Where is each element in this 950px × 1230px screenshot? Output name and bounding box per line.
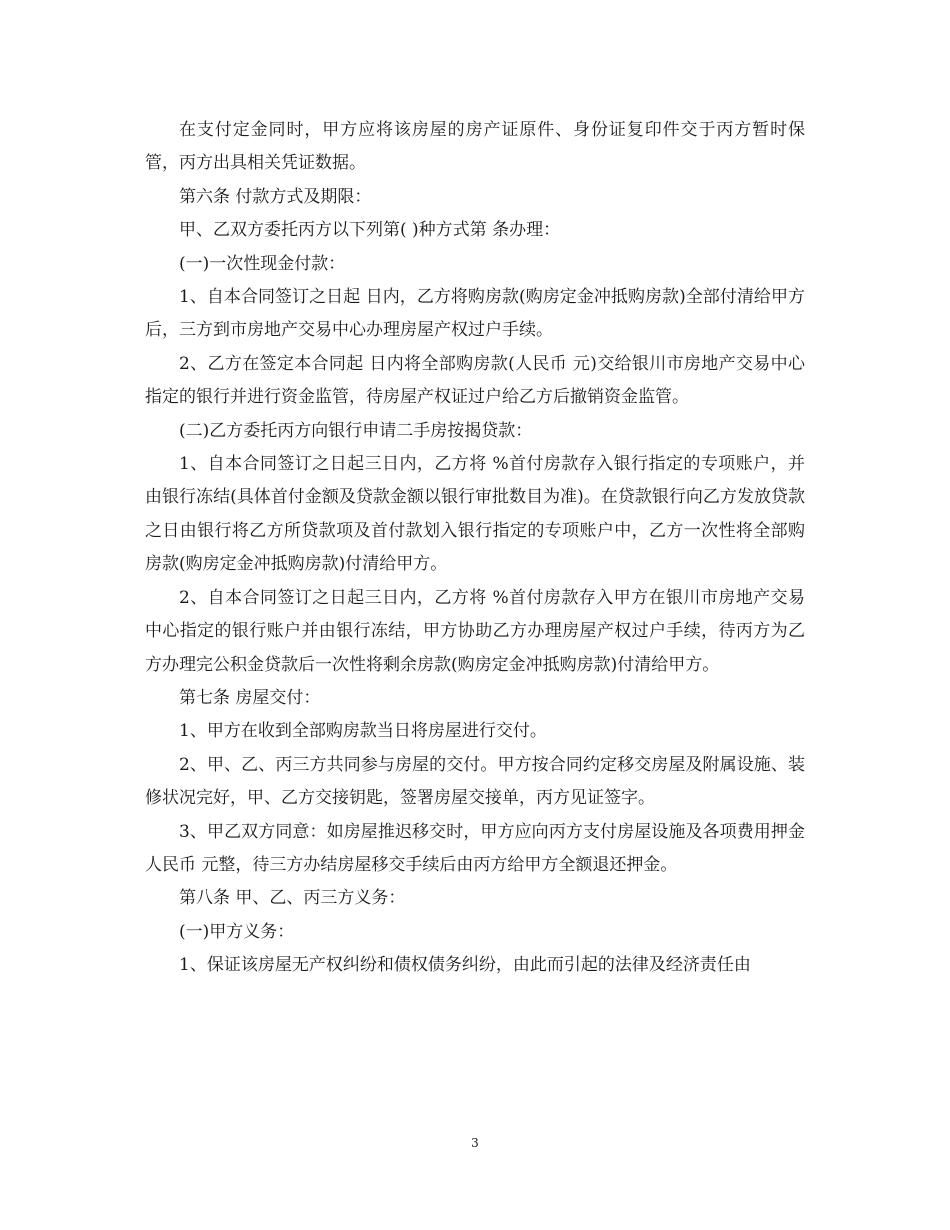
paragraph: 1、自本合同签订之日起 日内，乙方将购房款(购房定金冲抵购房款)全部付清给甲方后，三方到市房地产交易中心办理房屋产权过户手续。 <box>145 287 805 341</box>
subsection-heading: (一)一次性现金付款： <box>179 253 346 274</box>
paragraph: 2、甲、乙、丙三方共同参与房屋的交付。甲方按合同约定移交房屋及附属设施、装修状况完好，甲、乙方交接钥匙，签署房屋交接单，丙方见证签字。 <box>145 754 805 809</box>
paragraph: 1、保证该房屋无产权纠纷和债权债务纠纷，由此而引起的法律及经济责任由 <box>179 955 751 976</box>
section-heading: 第七条 房屋交付： <box>179 687 321 708</box>
page-number: 3 <box>471 1136 479 1150</box>
paragraph: 甲、乙双方委托丙方以下列第( )种方式第 条办理： <box>179 220 561 241</box>
paragraph: 在支付定金同时，甲方应将该房屋的房产证原件、身份证复印件交于丙方暂时保管，丙方出具相关凭证数据。 <box>145 120 805 174</box>
paragraph: 2、自本合同签订之日起三日内，乙方将 %首付房款存入甲方在银川市房地产交易中心指定的银行账户并由银行冻结，甲方协助乙方办理房屋产权过户手续，待丙方为乙方办理完公积金贷款后一次性将剩余房款(购房定金冲抵购房款)付清给甲方。 <box>145 587 805 675</box>
section-heading: 第八条 甲、乙、丙三方义务： <box>179 888 406 909</box>
paragraph: 1、甲方在收到全部购房款当日将房屋进行交付。 <box>179 721 547 742</box>
section-heading: 第六条 付款方式及期限： <box>179 186 372 207</box>
document-body <box>145 114 805 983</box>
paragraph: 3、甲乙双方同意：如房屋推迟移交时，甲方应向丙方支付房屋设施及各项费用押金人民币 元整，待三方办结房屋移交手续后由丙方给甲方全额退还押金。 <box>145 821 805 875</box>
subsection-heading: (一)甲方义务： <box>179 921 295 942</box>
paragraph: 1、自本合同签订之日起三日内，乙方将 %首付房款存入银行指定的专项账户，并由银行冻结(具体首付金额及贷款金额以银行审批数目为准)。在贷款银行向乙方发放贷款之日由银行将乙方所贷款项及首付款划入银行指定的专项账户中，乙方一次性将全部购房款(购房定金冲抵购房款)付清给甲方。 <box>145 454 805 575</box>
paragraph: 2、乙方在签定本合同起 日内将全部购房款(人民币 元)交给银川市房地产交易中心指定的银行并进行资金监管，待房屋产权证过户给乙方后撤销资金监管。 <box>145 353 805 408</box>
subsection-heading: (二)乙方委托丙方向银行申请二手房按揭贷款： <box>179 420 533 441</box>
